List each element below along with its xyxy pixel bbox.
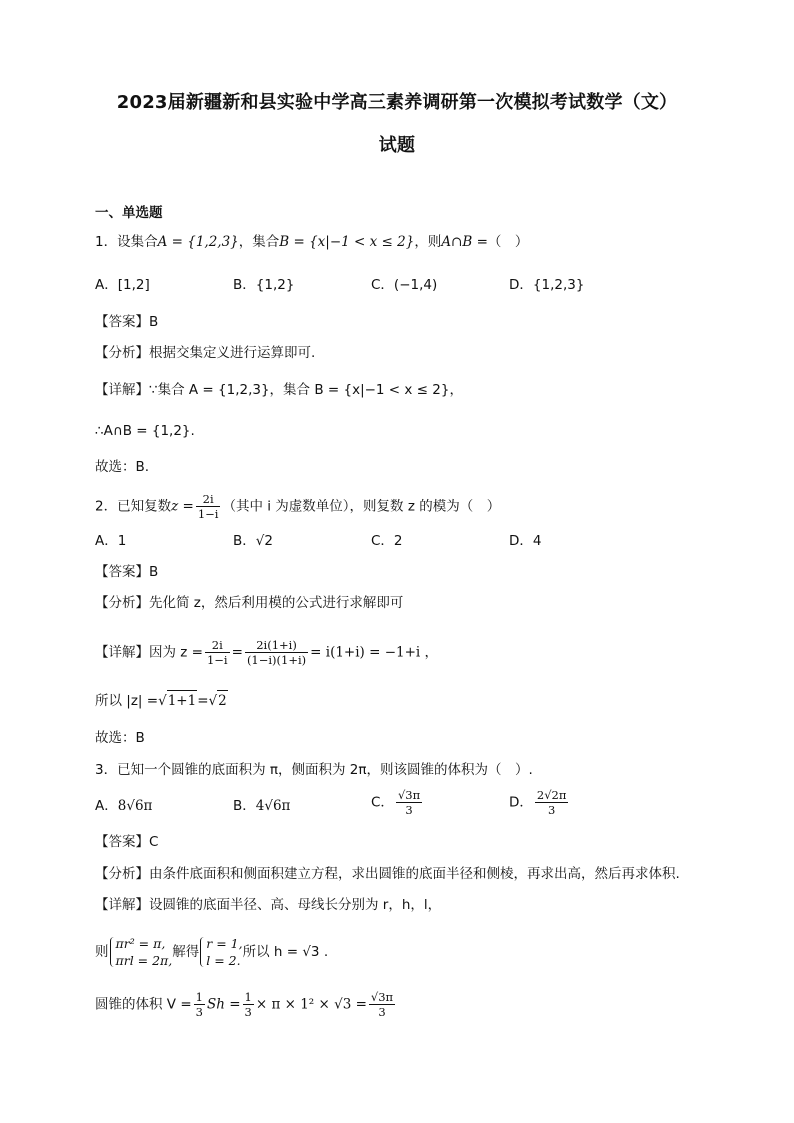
- q1-detail-conclusion: ∴A∩B = {1,2}.: [95, 423, 195, 439]
- fraction: $\frac{2√2\pi}{3}$: [536, 788, 567, 817]
- q3-volume: 圆锥的体积 V = $\frac{1}{3}$ Sh = $\frac{1}{3}$ × π × 1² × √3 = $\frac{√3\pi}{3}$: [95, 990, 394, 1019]
- q2-option-a: A．1: [95, 533, 127, 549]
- question-2-stem: 2．已知复数z = $\frac{2i}{1-i}$ （其中 i 为虚数单位），则复数 z 的模为（ ）: [95, 492, 501, 521]
- fraction: $\frac{1}{3}$: [244, 990, 252, 1019]
- document-title: 2023届新疆新和县实验中学高三素养调研第一次模拟考试数学（文）: [116, 92, 678, 113]
- q1-option-b: B．{1,2}: [233, 277, 295, 293]
- solution-system: r = 1, l = 2.: [199, 935, 242, 969]
- q2-option-b: B．√2: [233, 533, 273, 549]
- fraction: $\frac{1}{3}$: [195, 990, 203, 1019]
- section-heading: 一、单选题: [95, 205, 163, 221]
- q2-detail: 【详解】因为 z = $\frac{2i}{1-i}$ = $\frac{2i(1+i)}{(1-i)(1+i)}$ = i(1+i) = −1+i ，: [95, 638, 439, 667]
- q1-answer: 【答案】B: [95, 314, 159, 330]
- q1-option-d: D．{1,2,3}: [509, 277, 585, 293]
- question-3-stem: 3．已知一个圆锥的底面积为 π，侧面积为 2π，则该圆锥的体积为（ ）.: [95, 762, 533, 778]
- fraction: $\frac{2i}{1-i}$: [206, 638, 228, 667]
- q1-option-a: A．[1,2]: [95, 277, 150, 293]
- fraction: $\frac{√3\pi}{3}$: [397, 788, 421, 817]
- q1-option-c: C．(−1,4): [371, 277, 438, 293]
- fraction: $\frac{2i}{1-i}$: [197, 492, 219, 521]
- q2-modulus: 所以 |z| =√1+1=√2: [95, 690, 228, 711]
- question-1-stem: 1．设集合A = {1,2,3}，集合B = {x|−1 < x ≤ 2}，则A∩B =（ ）: [95, 234, 529, 250]
- document-title-continued: 试题: [378, 135, 416, 156]
- q2-option-c: C．2: [371, 533, 403, 549]
- q3-answer: 【答案】C: [95, 834, 159, 850]
- q3-option-a: A．8√6π: [95, 798, 153, 814]
- q2-answer: 【答案】B: [95, 564, 159, 580]
- set-b: B = {x|−1 < x ≤ 2}: [279, 234, 415, 250]
- q2-analysis: 【分析】先化简 z，然后利用模的公式进行求解即可: [95, 595, 404, 611]
- q3-system: 则 πr² = π, πrl = 2π, 解得 r = 1, l = 2. 所以 h = √3 .: [95, 936, 329, 968]
- set-a: A = {1,2,3}: [157, 234, 239, 250]
- q1-detail: 【详解】∵集合 A = {1,2,3}，集合 B = {x|−1 < x ≤ 2}，: [95, 382, 463, 398]
- q1-analysis: 【分析】根据交集定义进行运算即可.: [95, 345, 316, 361]
- q3-option-b: B．4√6π: [233, 798, 291, 814]
- q3-analysis: 【分析】由条件底面积和侧面积建立方程，求出圆锥的底面半径和侧棱，再求出高，然后再求体积.: [95, 866, 680, 882]
- q3-option-d: D． $\frac{2√2\pi}{3}$: [509, 788, 567, 817]
- q3-detail: 【详解】设圆锥的底面半径、高、母线长分别为 r，h，l，: [95, 897, 442, 913]
- fraction: $\frac{2i(1+i)}{(1-i)(1+i)}$: [246, 638, 307, 667]
- intersection-expr: A∩B: [441, 234, 473, 250]
- q2-option-d: D．4: [509, 533, 542, 549]
- q3-option-c: C． $\frac{√3\pi}{3}$: [371, 788, 421, 817]
- q1-choose: 故选：B.: [95, 459, 150, 475]
- q2-choose: 故选：B: [95, 730, 145, 746]
- equation-system: πr² = π, πrl = 2π,: [109, 935, 173, 969]
- fraction: $\frac{√3\pi}{3}$: [370, 990, 394, 1019]
